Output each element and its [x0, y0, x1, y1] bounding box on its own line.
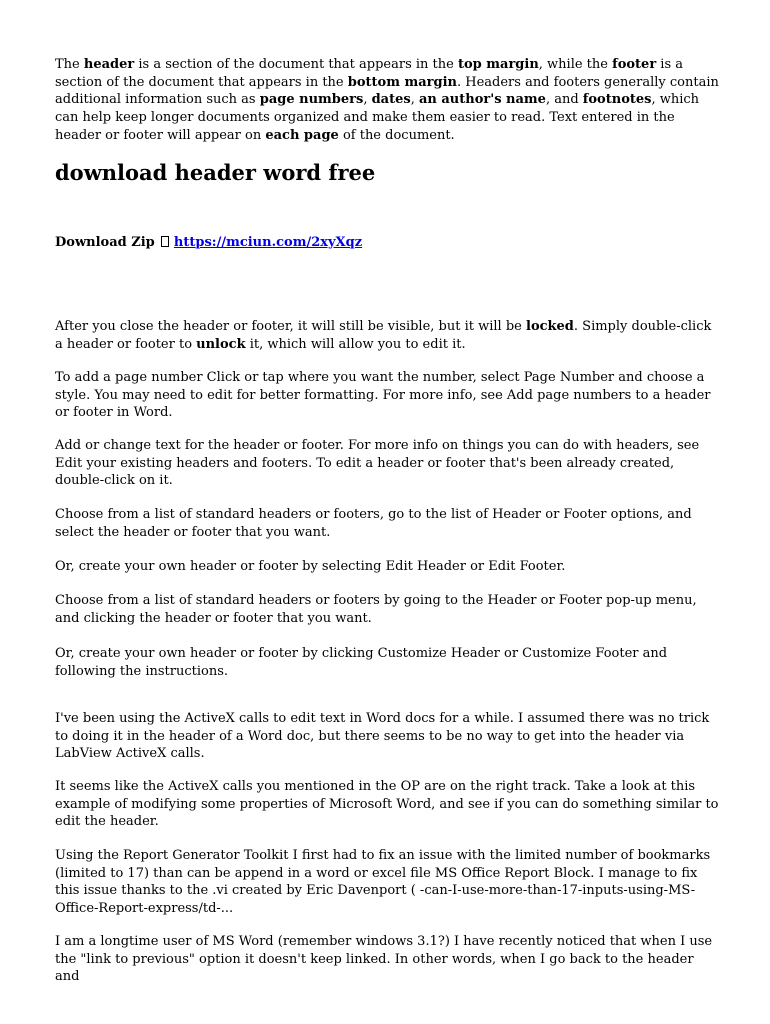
locked-paragraph: After you close the header or footer, it will still be visible, but it will be locked. Simply double-click a header or footer to unlock it, which will allow you to edit it. — [55, 319, 712, 352]
paragraph-popup-menu: Choose from a list of standard headers or footers by going to the Header or Footer pop-up menu, and clicking the header or footer that you want. — [55, 593, 697, 626]
page-title: download header word free — [55, 160, 376, 185]
paragraph-edit-header: Or, create your own header or footer by selecting Edit Header or Edit Footer. — [55, 559, 566, 574]
paragraph-page-number: To add a page number Click or tap where you want the number, select Page Number and choose a style. You may need to edit for better formatting. For more info, see Add page numbers to a header or footer in Word. — [55, 370, 711, 421]
paragraph-customize: Or, create your own header or footer by clicking Customize Header or Customize Footer and following the instructions. — [55, 646, 668, 679]
download-label: Download Zip — [55, 235, 155, 250]
download-line — [55, 234, 720, 252]
paragraph-report-toolkit: Using the Report Generator Toolkit I first had to fix an issue with the limited number of bookmarks (limited to 17) than can be append in a word or excel file MS Office Report Block. I manage to fix this issue thanks to the .vi created by Eric Davenport ( -can-I-use-more-than-17-inputs-using-MS-Office-Report-express/td-... — [55, 848, 711, 917]
paragraph-choose-list: Choose from a list of standard headers or footers, go to the list of Header or Footer options, and select the header or footer that you want. — [55, 507, 692, 540]
paragraph-ms-word: I am a longtime user of MS Word (remember windows 3.1?) I have recently noticed that when I use the "link to previous" option it doesn't keep linked. In other words, when I go back to the header and — [55, 934, 713, 985]
missing-glyph-icon — [161, 236, 169, 247]
download-link[interactable]: https://mciun.com/2xyXqz — [173, 235, 363, 250]
intro-paragraph: The header is a section of the document that appears in the top margin, while the footer is a section of the document that appears in the bottom margin. Headers and footers generally contain additional information such as page numbers, dates, an author's name, and footnotes, which can help keep longer documents organized and make them easier to read. Text entered in the header or footer will appear on each page of the document. — [55, 57, 719, 143]
paragraph-op-track: It seems like the ActiveX calls you mentioned in the OP are on the right track. Take a look at this example of modifying some properties of Microsoft Word, and see if you can do something similar to edit the header. — [55, 779, 719, 830]
paragraph-activex: I've been using the ActiveX calls to edit text in Word docs for a while. I assumed there was no trick to doing it in the header of a Word doc, but there seems to be no way to get into the header via LabView ActiveX calls. — [55, 711, 710, 762]
paragraph-add-text: Add or change text for the header or footer. For more info on things you can do with headers, see Edit your existing headers and footers. To edit a header or footer that's been already created, double-click on it. — [55, 438, 700, 489]
